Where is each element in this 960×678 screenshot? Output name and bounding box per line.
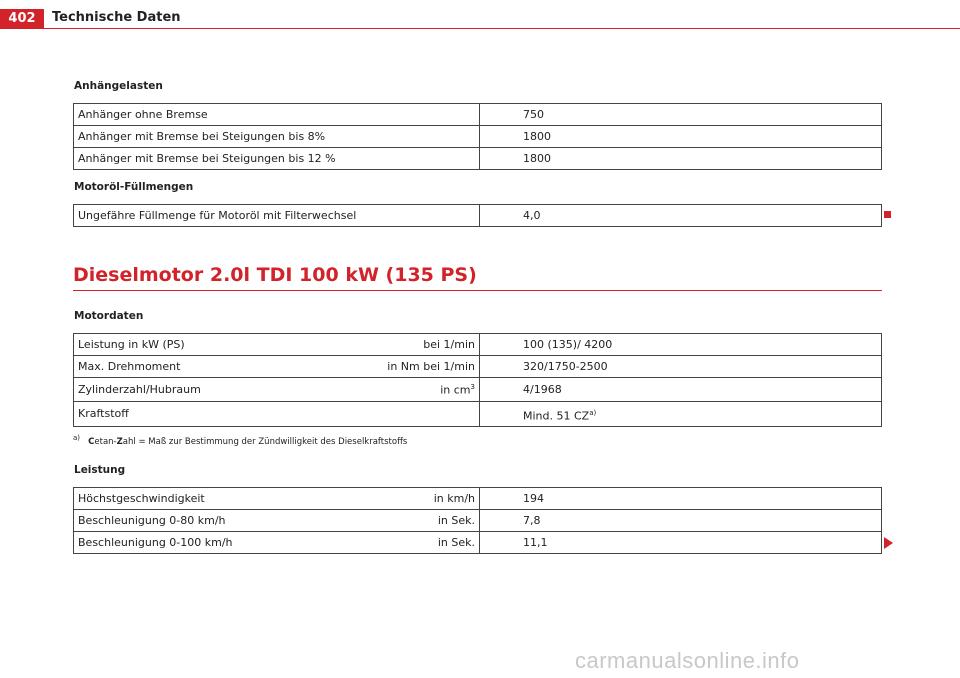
table-motordaten — [73, 333, 882, 427]
table-row — [74, 334, 882, 356]
table-row — [74, 356, 882, 378]
row-value: 7,8 — [480, 510, 882, 532]
row-label: Beschleunigung 0-100 km/h — [78, 536, 233, 549]
footnote-ref: a) — [589, 409, 597, 418]
row-label-cell — [74, 532, 480, 554]
section-label-motordaten: Motordaten — [74, 310, 144, 322]
table-row — [74, 532, 882, 554]
row-label: Ungefähre Füllmenge für Motoröl mit Filterwechsel — [74, 205, 480, 227]
continue-arrow-icon — [884, 537, 893, 549]
row-label: Max. Drehmoment — [78, 360, 181, 373]
table-motoroel — [73, 204, 882, 227]
page-number: 402 — [0, 9, 44, 28]
row-value: 11,1 — [480, 532, 882, 554]
row-label-cell — [74, 334, 480, 356]
section-heading-diesel: Dieselmotor 2.0l TDI 100 kW (135 PS) — [73, 264, 477, 286]
page-title: Technische Daten — [52, 10, 181, 25]
page-header — [0, 0, 960, 30]
footnote-c: C — [88, 436, 95, 447]
table-row — [74, 126, 882, 148]
header-rule — [0, 28, 960, 29]
row-unit: in Nm bei 1/min — [387, 360, 475, 373]
row-unit — [440, 383, 475, 397]
row-value: 1800 — [480, 148, 882, 170]
table-row — [74, 205, 882, 227]
row-label: Leistung in kW (PS) — [78, 338, 185, 351]
table-row — [74, 148, 882, 170]
row-label: Zylinderzahl/Hubraum — [78, 383, 201, 396]
unit-text: in cm — [440, 383, 471, 397]
section-end-marker — [884, 211, 891, 218]
row-label: Beschleunigung 0-80 km/h — [78, 514, 226, 527]
row-label: Kraftstoff — [78, 407, 129, 420]
table-row — [74, 378, 882, 402]
table-row — [74, 510, 882, 532]
row-label-cell — [74, 356, 480, 378]
footnote — [73, 434, 407, 447]
footnote-c-rest: etan- — [94, 436, 117, 447]
heading-rule — [73, 290, 882, 291]
row-value-cell — [480, 402, 882, 427]
row-label-cell — [74, 510, 480, 532]
row-unit: in km/h — [433, 492, 475, 505]
footnote-z-rest: ahl = Maß zur Bestimmung der Zündwilligkeit des Dieselkraftstoffs — [122, 436, 408, 447]
table-row — [74, 402, 882, 427]
watermark: carmanualsonline.info — [575, 648, 800, 673]
row-value: 4,0 — [480, 205, 882, 227]
row-label-cell — [74, 488, 480, 510]
footnote-z: Z — [116, 436, 123, 447]
row-label: Anhänger ohne Bremse — [74, 104, 480, 126]
section-label-leistung: Leistung — [74, 464, 126, 476]
row-value: 4/1968 — [480, 378, 882, 402]
row-label-cell — [74, 378, 480, 402]
table-row — [74, 104, 882, 126]
row-value: 100 (135)/ 4200 — [480, 334, 882, 356]
row-value: 750 — [480, 104, 882, 126]
row-value: 320/1750-2500 — [480, 356, 882, 378]
row-label: Anhänger mit Bremse bei Steigungen bis 8% — [74, 126, 480, 148]
row-label-cell — [74, 402, 480, 427]
row-unit: in Sek. — [437, 536, 475, 549]
row-value: 1800 — [480, 126, 882, 148]
row-label: Anhänger mit Bremse bei Steigungen bis 12 % — [74, 148, 480, 170]
row-label: Höchstgeschwindigkeit — [78, 492, 205, 505]
row-unit: bei 1/min — [423, 338, 475, 351]
table-leistung — [73, 487, 882, 554]
row-value: Mind. 51 CZ — [523, 410, 590, 423]
table-anhaengelasten — [73, 103, 882, 170]
unit-superscript: 3 — [470, 382, 475, 391]
row-value: 194 — [480, 488, 882, 510]
table-row — [74, 488, 882, 510]
section-label-anhaengelasten: Anhängelasten — [74, 80, 163, 92]
section-label-motoroel: Motoröl-Füllmengen — [74, 181, 194, 193]
row-unit: in Sek. — [437, 514, 475, 527]
footnote-marker: a) — [73, 434, 81, 442]
